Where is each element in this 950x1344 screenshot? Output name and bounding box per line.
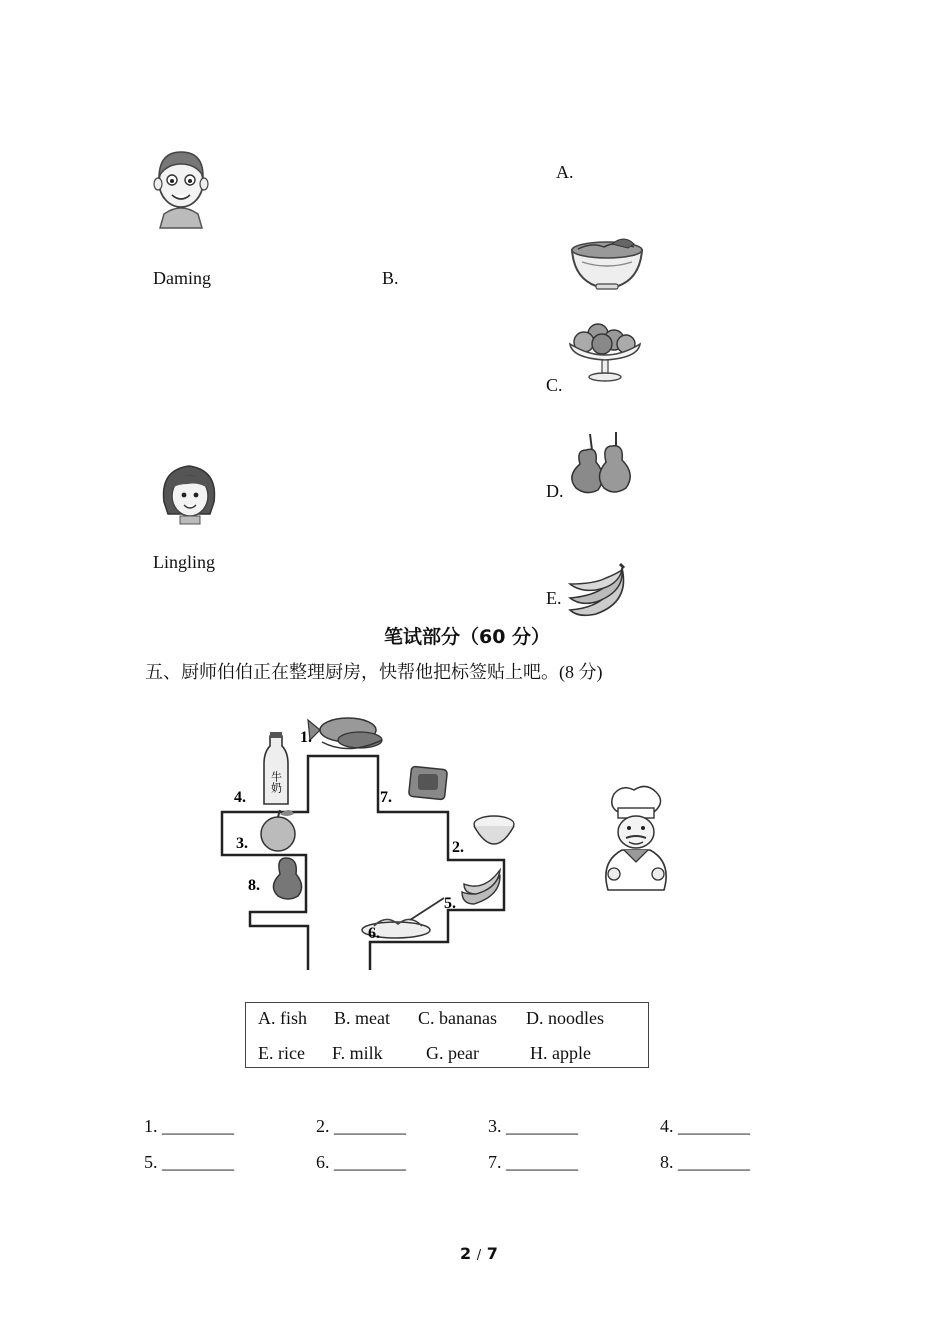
maze-label-7: 7. <box>380 789 392 806</box>
answer-blank-8[interactable]: 8. ________ <box>660 1152 750 1172</box>
maze-label-6: 6. <box>368 925 380 942</box>
pear-icon <box>273 858 301 899</box>
maze-label-8: 8. <box>248 877 260 894</box>
option-label-c: C. <box>546 375 563 395</box>
option-label-e: E. <box>546 588 562 608</box>
option-g-pear: G. pear <box>426 1043 479 1063</box>
bananas-maze-icon <box>462 870 500 904</box>
answer-blank-2[interactable]: 2. ________ <box>316 1116 406 1136</box>
chef-icon <box>596 782 676 890</box>
pears-icon <box>568 432 638 496</box>
option-label-d: D. <box>546 481 564 501</box>
option-label-a: A. <box>556 162 574 182</box>
answer-blank-4[interactable]: 4. ________ <box>660 1116 750 1136</box>
fish-icon <box>308 718 382 749</box>
maze-label-2: 2. <box>452 839 464 856</box>
options-box <box>245 1002 649 1068</box>
option-a-fish: A. fish <box>258 1008 307 1028</box>
option-e-rice: E. rice <box>258 1043 305 1063</box>
meat-icon <box>409 766 448 800</box>
question-5-heading: 五、厨师伯伯正在整理厨房，快帮他把标签贴上吧。(8 分) <box>145 662 603 682</box>
maze-label-4: 4. <box>234 789 246 806</box>
page-total: 7 <box>486 1244 498 1263</box>
answer-blank-3[interactable]: 3. ________ <box>488 1116 578 1136</box>
person-name-daming: Daming <box>153 268 211 288</box>
answer-blank-7[interactable]: 7. ________ <box>488 1152 578 1172</box>
option-b-meat: B. meat <box>334 1008 390 1028</box>
answer-blank-5[interactable]: 5. ________ <box>144 1152 234 1172</box>
option-c-bananas: C. bananas <box>418 1008 497 1028</box>
milk-bottle-icon <box>264 732 288 804</box>
milk-label-text: 牛奶 <box>269 771 283 793</box>
lingling-avatar-icon <box>158 462 220 524</box>
option-h-apple: H. apple <box>530 1043 591 1063</box>
rice-bowl-icon <box>474 816 514 844</box>
noodle-bowl-icon <box>568 232 646 290</box>
middle-label-b: B. <box>382 268 399 288</box>
page-number <box>460 1244 498 1263</box>
bananas-icon <box>566 562 630 620</box>
daming-avatar-icon <box>150 148 212 228</box>
maze-label-1: 1. <box>300 729 312 746</box>
option-d-noodles: D. noodles <box>526 1008 604 1028</box>
maze-label-3: 3. <box>236 835 248 852</box>
answer-blank-1[interactable]: 1. ________ <box>144 1116 234 1136</box>
option-f-milk: F. milk <box>332 1043 383 1063</box>
maze-label-5: 5. <box>444 895 456 912</box>
person-name-lingling: Lingling <box>153 552 215 572</box>
apple-icon <box>261 810 295 851</box>
section-title: 笔试部分（60 分） <box>384 626 551 648</box>
kitchen-maze-diagram <box>210 700 530 980</box>
answer-blank-6[interactable]: 6. ________ <box>316 1152 406 1172</box>
page-current: 2 <box>460 1244 472 1263</box>
page-separator: / <box>476 1248 482 1263</box>
fruit-bowl-icon <box>568 318 642 382</box>
